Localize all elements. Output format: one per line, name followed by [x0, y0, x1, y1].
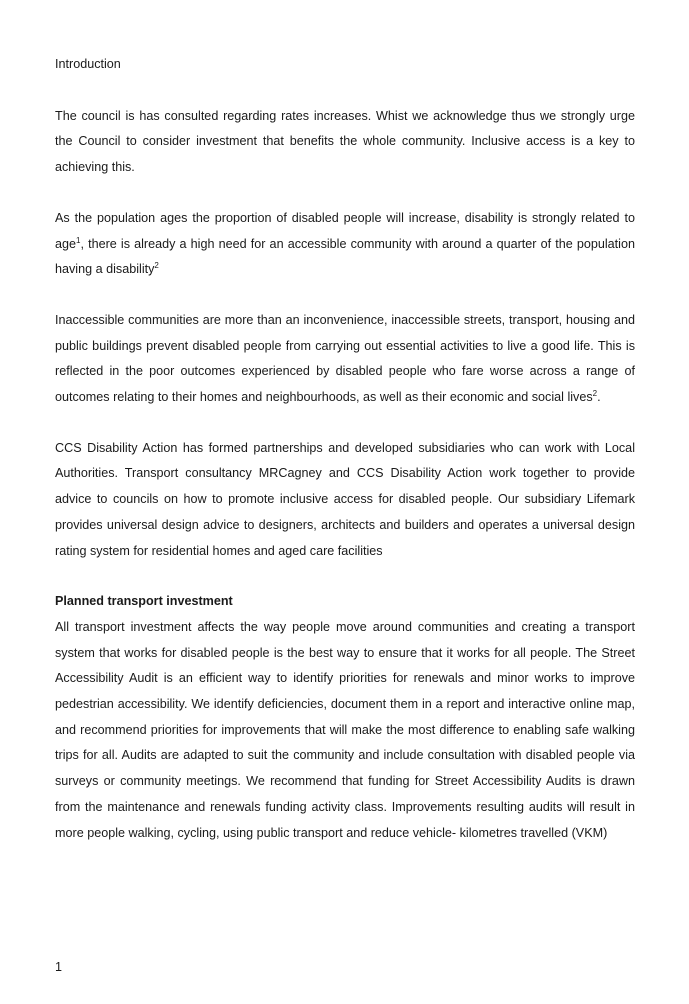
paragraph-partnerships: CCS Disability Action has formed partnerships and developed subsidiaries who can work with Local Authorities. Transport consultancy MRCagney and CCS Disability Action work together to provide advice to councils on how to promote inclusive access for disabled people. Our subsidiary Lifemark provides universal design advice to designers, architects and builders and operates a universal design rating system for residential homes and aged care facilities [55, 440, 635, 558]
paragraph-transport-investment: All transport investment affects the way people move around communities and creating a transport system that works for disabled people is the best way to ensure that it works for all people. The Street Accessibility Audit is an efficient way to identify priorities for renewals and minor works to improve pedestrian accessibility. We identify deficiencies, document them in a report and interactive online map, and recommend priorities for improvements that will make the most difference to enabling safe walking trips for all. Audits are adapted to suit the community and include consultation with disabled people via surveys or community meetings. We recommend that funding for Street Accessibility Audits is drawn from the maintenance and renewals funding activity class. Improvements resulting audits will result in more people walking, cycling, using public transport and reduce vehicle- kilometres travelled (VKM) [55, 619, 635, 840]
footnote-reference: 2 [154, 261, 159, 271]
footnote-reference: 2 [592, 389, 598, 399]
paragraph-rates-consultation: The council is has consulted regarding rates increases. Whist we acknowledge thus we strongly urge the Council to consider investment that benefits the whole community. Inclusive access is a key to achieving this. [55, 108, 635, 175]
section-heading-planned-transport: Planned transport investment [55, 594, 233, 609]
paragraph-text: As the population ages the proportion of disabled people will increase, disability is strongly related to age [55, 210, 635, 251]
paragraph-population-ageing [55, 206, 635, 283]
document-body [55, 52, 635, 846]
paragraph-text: , there is already a high need for an accessible community with around a quarter of the population having a disability [55, 236, 635, 277]
intro-heading: Introduction [55, 57, 121, 71]
page-number: 1 [55, 960, 63, 974]
footnote-reference: 1 [76, 235, 81, 245]
paragraph-inaccessible-communities [55, 308, 635, 411]
paragraph-text: Inaccessible communities are more than an inconvenience, inaccessible streets, transport, housing and public buildings prevent disabled people from carrying out essential activities to live a good life. This is reflected in the poor outcomes experienced by disabled people who fare worse across a range of outcomes relating to their homes and neighbourhoods, as well as their economic and social lives [55, 312, 635, 405]
paragraph-end: . [597, 390, 601, 405]
